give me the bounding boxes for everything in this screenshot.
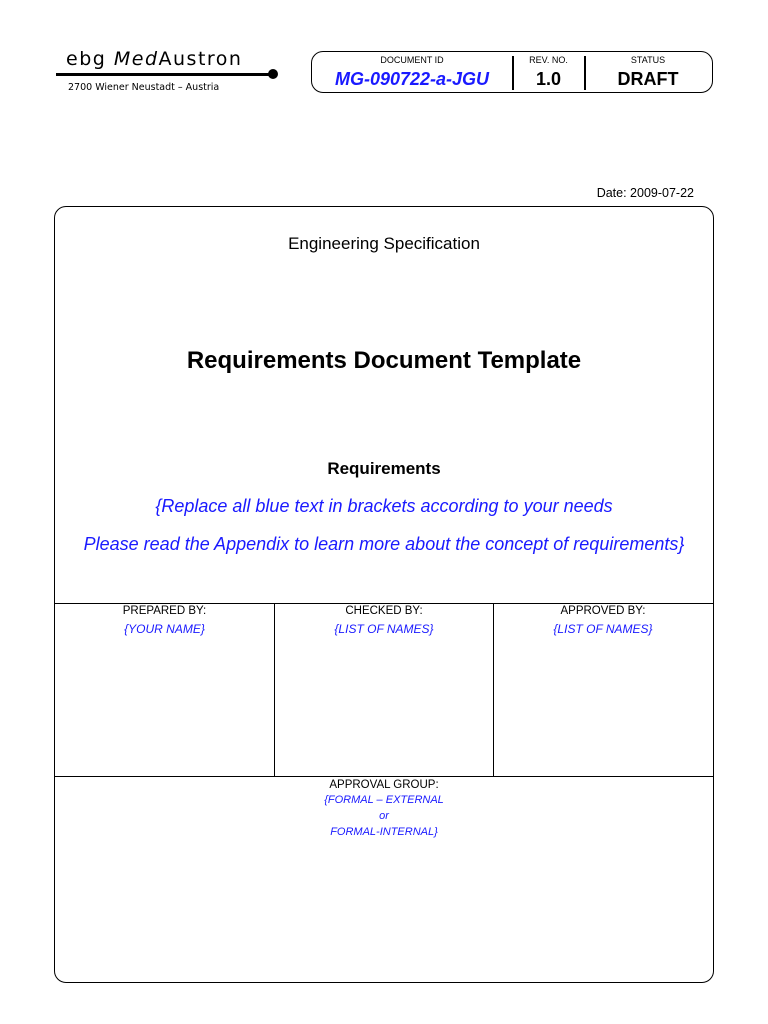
logo-wordmark: ebg MedAustron xyxy=(66,48,243,70)
revision-label: REV. NO. xyxy=(529,55,568,65)
revision-cell xyxy=(513,52,584,92)
document-info-box xyxy=(311,51,713,93)
company-logo xyxy=(66,48,286,93)
document-subtitle: Requirements xyxy=(327,459,441,478)
document-date: Date: 2009-07-22 xyxy=(596,186,694,200)
document-title: Requirements Document Template xyxy=(186,347,582,374)
approved-by-cell xyxy=(494,604,712,637)
approval-group-line-2: or xyxy=(379,810,389,822)
document-category: Engineering Specification xyxy=(288,234,480,253)
logo-rule xyxy=(56,73,270,76)
status-cell xyxy=(585,52,711,92)
status-label: STATUS xyxy=(630,55,666,65)
logo-address: 2700 Wiener Neustadt – Austria xyxy=(68,82,220,93)
revision-value: 1.0 xyxy=(535,69,562,89)
instruction-note-line-1: {Replace all blue text in brackets according to your needs xyxy=(155,496,613,516)
logo-dot xyxy=(268,69,278,79)
approval-group-line-3: FORMAL-INTERNAL} xyxy=(330,826,438,838)
status-value: DRAFT xyxy=(617,69,679,89)
prepared-by-value: {YOUR NAME} xyxy=(124,622,205,636)
checked-by-cell xyxy=(275,604,493,637)
prepared-by-cell xyxy=(55,604,274,637)
approval-group-label: APPROVAL GROUP: xyxy=(329,779,439,791)
checked-by-label: CHECKED BY: xyxy=(345,605,423,617)
cover-frame xyxy=(54,206,714,983)
instruction-note-line-2: Please read the Appendix to learn more about the concept of requirements} xyxy=(83,534,685,554)
checked-by-value: {LIST OF NAMES} xyxy=(334,622,434,636)
document-id-cell xyxy=(312,52,512,92)
approved-by-value: {LIST OF NAMES} xyxy=(553,622,653,636)
signature-table-bottom-rule xyxy=(55,776,713,777)
document-id-label: DOCUMENT ID xyxy=(380,55,444,65)
prepared-by-label: PREPARED BY: xyxy=(122,605,207,617)
approval-group-cell xyxy=(55,778,713,840)
approval-group-line-1: {FORMAL – EXTERNAL xyxy=(324,794,444,806)
approved-by-label: APPROVED BY: xyxy=(560,605,646,617)
document-id-value: MG-090722-a-JGU xyxy=(334,69,490,89)
